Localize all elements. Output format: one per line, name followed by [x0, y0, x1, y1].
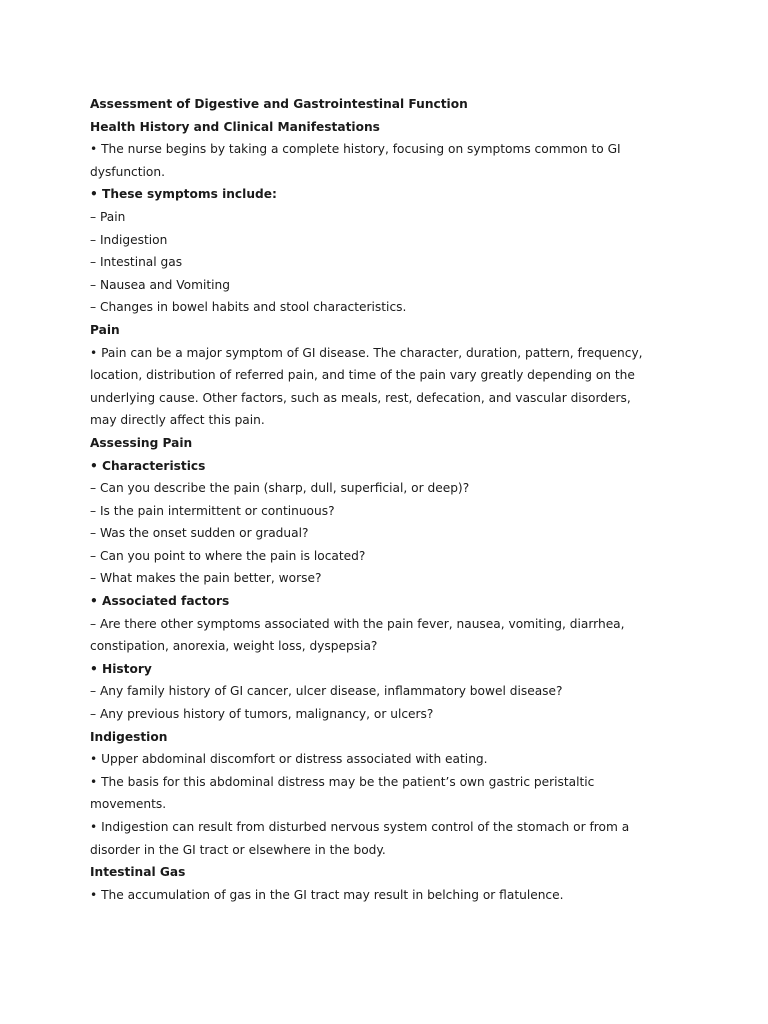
symptoms-include-heading: • These symptoms include: — [90, 187, 277, 202]
paragraph-line: underlying cause. Other factors, such as meals, rest, defecation, and vascular disorders, — [90, 390, 631, 405]
history-list-item: – Any previous history of tumors, malignancy, or ulcers? — [90, 707, 434, 722]
characteristics-list-item: – Was the onset sudden or gradual? — [90, 526, 309, 541]
paragraph-line: • The nurse begins by taking a complete history, focusing on symptoms common to GI — [90, 142, 621, 157]
symptom-list-item: – Pain — [90, 209, 126, 224]
characteristics-list-item: – Can you describe the pain (sharp, dull, superficial, or deep)? — [90, 481, 470, 496]
characteristics-list-item: – What makes the pain better, worse? — [90, 571, 322, 586]
indigestion-bullet: • The basis for this abdominal distress may be the patient’s own gastric peristaltic — [90, 774, 595, 789]
section-heading-indigestion: Indigestion — [90, 729, 168, 744]
symptom-list-item: – Changes in bowel habits and stool characteristics. — [90, 300, 407, 315]
symptom-list-item: – Nausea and Vomiting — [90, 277, 231, 292]
paragraph-line: may directly affect this pain. — [90, 413, 265, 428]
paragraph-line: location, distribution of referred pain, and time of the pain vary greatly depending on the — [90, 368, 635, 383]
paragraph-line: • Pain can be a major symptom of GI disease. The character, duration, pattern, frequency, — [90, 345, 643, 360]
section-heading-assessing-pain: Assessing Pain — [90, 435, 193, 450]
associated-factors-item: – Are there other symptoms associated with the pain fever, nausea, vomiting, diarrhea, — [90, 616, 625, 631]
characteristics-list-item: – Can you point to where the pain is located? — [90, 548, 366, 563]
indigestion-bullet: movements. — [90, 797, 167, 812]
symptom-list-item: – Indigestion — [90, 232, 168, 247]
indigestion-bullet: • Indigestion can result from disturbed nervous system control of the stomach or from a — [90, 820, 630, 834]
history-list-item: – Any family history of GI cancer, ulcer disease, inflammatory bowel disease? — [90, 684, 563, 699]
indigestion-bullet: • Upper abdominal discomfort or distress associated with eating. — [90, 752, 488, 767]
characteristics-list-item: – Is the pain intermittent or continuous? — [90, 503, 335, 518]
associated-factors-item: constipation, anorexia, weight loss, dyspepsia? — [90, 639, 378, 654]
indigestion-bullet: disorder in the GI tract or elsewhere in the body. — [90, 842, 386, 857]
document-page — [90, 93, 680, 906]
associated-factors-heading: • Associated factors — [90, 594, 230, 609]
section-heading-health-history: Health History and Clinical Manifestations — [90, 119, 380, 134]
symptom-list-item: – Intestinal gas — [90, 255, 183, 270]
document-title: Assessment of Digestive and Gastrointestinal Function — [90, 97, 468, 111]
section-heading-intestinal-gas: Intestinal Gas — [90, 865, 186, 880]
paragraph-line: dysfunction. — [90, 164, 165, 179]
section-heading-pain: Pain — [90, 322, 120, 337]
characteristics-heading: • Characteristics — [90, 458, 206, 473]
history-heading: • History — [90, 661, 152, 676]
intestinal-gas-bullet: • The accumulation of gas in the GI tract may result in belching or flatulence. — [90, 887, 564, 902]
